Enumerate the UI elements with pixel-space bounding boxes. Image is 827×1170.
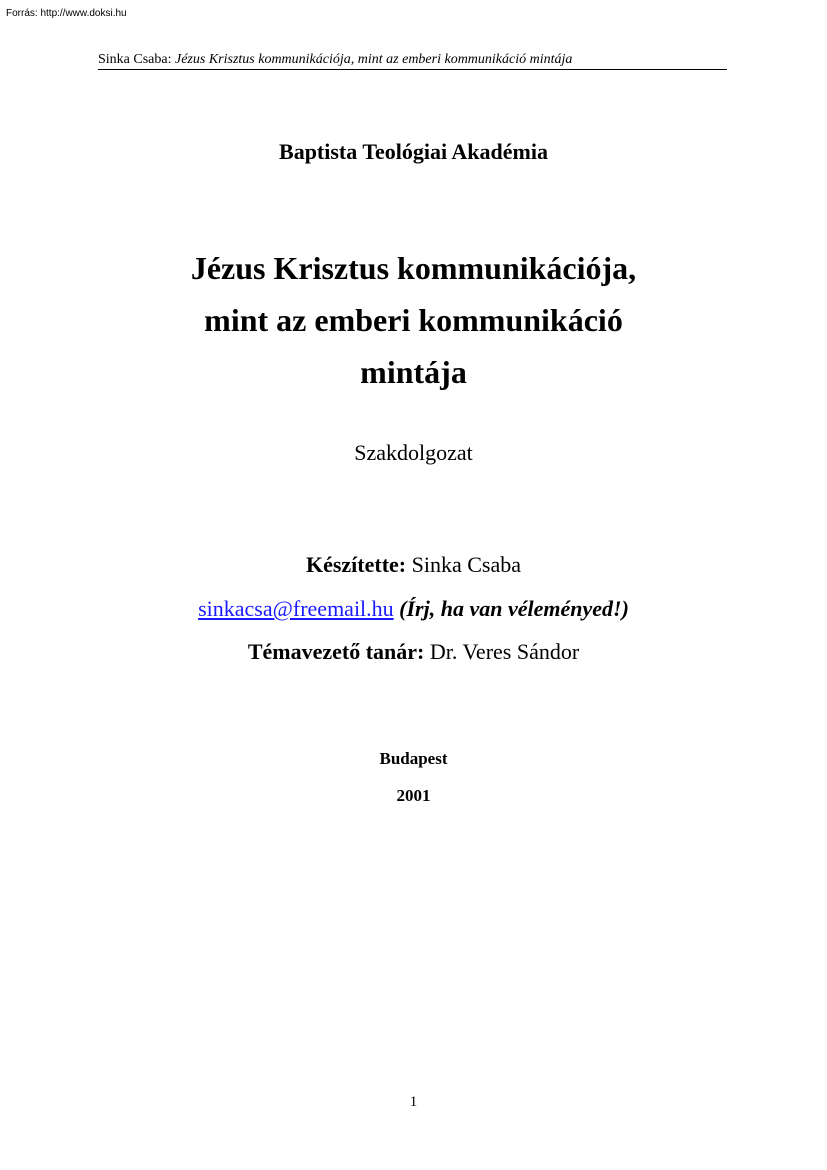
title-line: mintája (360, 354, 467, 390)
email-link[interactable]: sinkacsa@freemail.hu (198, 596, 394, 621)
contact-note: (Írj, ha van véleményed!) (399, 596, 629, 621)
institution-name: Baptista Teológiai Akadémia (279, 139, 548, 164)
author-name: Sinka Csaba (411, 552, 522, 577)
title-line: Jézus Krisztus kommunikációja, (190, 250, 637, 286)
year: 2001 (396, 786, 431, 805)
city: Budapest (379, 749, 448, 768)
document-type: Szakdolgozat (354, 440, 473, 465)
supervisor-name: Dr. Veres Sándor (429, 639, 580, 664)
author-label: Készítette: (305, 552, 407, 577)
running-header-title: Jézus Krisztus kommunikációja, mint az emberi kommunikáció mintája (175, 52, 573, 67)
supervisor-line (0, 638, 827, 666)
page-number: 1 (409, 1094, 418, 1110)
running-header (98, 51, 727, 70)
source-note: Forrás: http://www.doksi.hu (6, 8, 127, 19)
contact-line (0, 595, 827, 623)
title-line: mint az emberi kommunikáció (204, 302, 623, 338)
document-title (0, 246, 827, 402)
author-line (0, 551, 827, 579)
running-header-author: Sinka Csaba: (98, 52, 172, 67)
supervisor-label: Témavezető tanár: (247, 639, 425, 664)
